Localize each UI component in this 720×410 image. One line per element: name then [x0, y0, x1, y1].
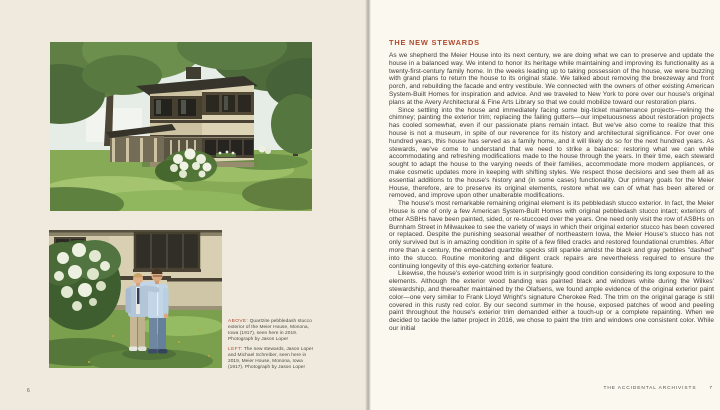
photo-captions — [228, 319, 314, 375]
section-heading: THE NEW STEWARDS — [389, 38, 480, 47]
left-page-number: 6 — [27, 388, 30, 394]
photo-new-stewards — [49, 230, 222, 368]
photo-house-exterior — [50, 42, 312, 211]
stewards-photo-illustration — [49, 230, 222, 368]
body-paragraph-4: Likewise, the house's exterior wood trim is in surprisingly good condition considering its long exposure to the elements. Although the exterior wood banding was painted black and windows white during the Wilkes' stewardship, and thereafter maintained by the Olafsens, we found ample evidence of the original exterior paint color—one very similar to Frank Lloyd Wright's signature Cherokee Red. The trim on the original garage is still covered in this rusty red color. By our second summer in the house, exposed patches of wood and peeling paint throughout the house's exterior trim demanded either a touch-up or a complete repainting. When we decided to tackle the latter project in 2016, we chose to paint the trim and windows one consistent color. While our initial — [389, 270, 714, 332]
first-floor-windows — [202, 138, 254, 158]
chimney — [186, 67, 201, 79]
house-photo-illustration — [50, 42, 312, 211]
right-page — [368, 0, 720, 410]
sill-trim-band — [150, 120, 254, 123]
body-paragraph-2: Since settling into the house and immediately facing some big-ticket maintenance projects—relining the chimney; painting the exterior trim; replacing the failing gutters—our impetuousness about restoration projects has cooled somewhat, even if our passionate plans remain intact. But we've also come to realize that this house is not a museum, in spite of our reverence for its history and architectural significance. For over one hundred years, this house has served as a family home, and it will likely do so for the next hundred years. As stewards, we've come to understand that we need to strike a balance: restoring what we can while accommodating and refreshing modifications made to the house through the years. In their time, each steward sought to adapt the house to the varying needs of their families, accommodate more modern appliances, or make cosmetic updates more in keeping with shifting styles. We respect those decisions and see them all as essential additions to the house's history and (in some cases) functionality. Our primary goals for the Meier House, therefore, are to preserve its original elements, restore what we can of what has been altered or removed, and improve upon other unalterable modifications. — [389, 106, 714, 200]
right-page-number: 7 — [709, 386, 713, 391]
upper-window-band — [150, 92, 254, 119]
chapter-title: THE ACCIDENTAL ARCHIVISTS — [603, 386, 697, 391]
window-center — [133, 233, 201, 272]
mid-trim-band — [150, 135, 254, 138]
caption-left-label: LEFT: — [228, 346, 243, 352]
caption-left — [228, 347, 314, 371]
running-footer — [604, 386, 713, 391]
caption-above-label: ABOVE: — [228, 319, 249, 324]
lower-wing — [167, 278, 222, 310]
body-paragraph-1: As we shepherd the Meier House into its next century, we are doing what we can to preserve and update the house in a balanced way. We intend to honor its heritage while maintaining and improving its functionality as a twenty-first-century family home. In the weeks leading up to taking possession of the house, we were buzzing with grand plans to return the house to its original state. We talked about removing the breezeway and front porch, and rebuilding the facade and entry vestibule. We connected with the owners of other existing American System-Built Homes for inspiration and advice. And we traveled to New York to pore over our house's original plans at the Avery Architectural & Fine Arts Library so that we could mobilize toward our restoration plans. — [389, 52, 714, 106]
caption-above-text: Quartzite pebbledash stucco exterior of the Meier House, Monona, Iowa (1917), seen here in 2019. Photograph by Jason Loper — [228, 319, 312, 343]
chapter-text-column — [389, 38, 714, 333]
caption-above — [228, 319, 314, 343]
caption-left-text: The new stewards, Jason Loper and Michael Schreiber, seen here in 2019, Meier House, Monona, Iowa (1917). Photograph by Jason Loper — [228, 346, 314, 371]
body-paragraph-3: The house's most remarkable remaining original element is its pebbledash stucco exterior. In fact, the Meier House is one of only a few American System-Built Homes with original pebbledash stucco intact; exteriors of other ASBHs have been painted, sided, or re-stuccoed over the years. One need only visit the row of ASBHs on Burnham Street in Milwaukee to see the variety of ways in which their original exterior stucco has been covered or replaced. Despite the punishing seasonal weather of northeastern Iowa, the Meier House's stucco has not only survived but is in amazing condition in spite of a few filled cracks and restored foundational crumbles. After more than a century, the embedded quartzite specks still sparkle amidst the black and gray pebbles "dashed" into the stucco. Routine monitoring and diligent crack repairs are nevertheless required to ensure the continuing longevity of this eye-catching exterior feature. — [389, 200, 714, 270]
